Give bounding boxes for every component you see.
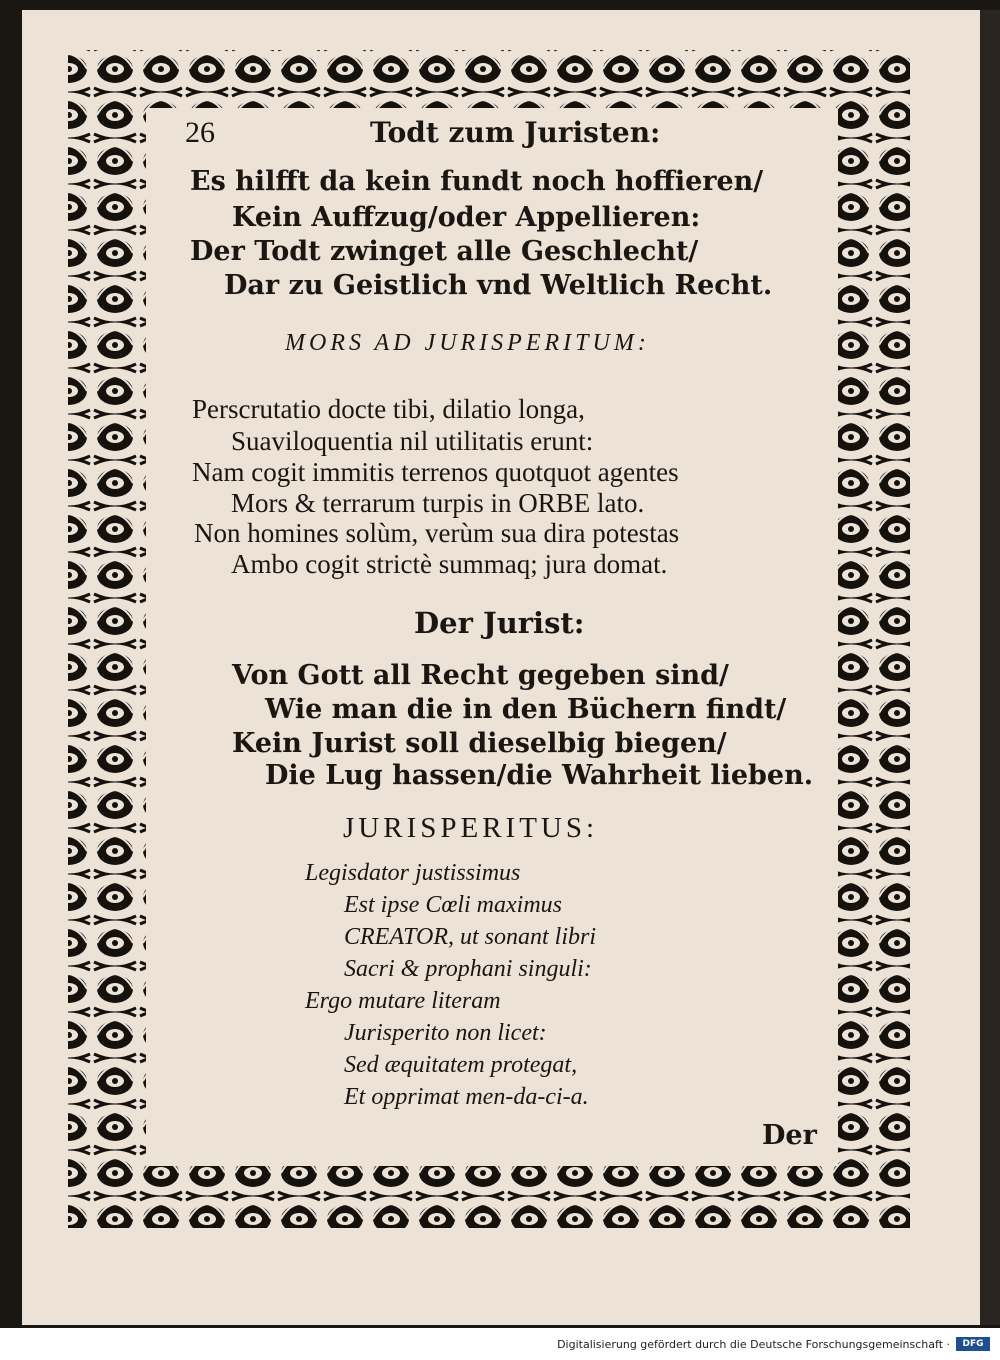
verse-line: Von Gott all Recht gegeben sind/ [232, 660, 729, 691]
verse-line: Jurisperito non licet: [344, 1020, 547, 1046]
verse-line: Es hilfft da kein fundt noch hoffieren/ [190, 166, 764, 197]
verse-line: Kein Auffzug/oder Appellieren: [232, 202, 701, 233]
verse-line: Non homines solùm, verùm sua dira potestas [194, 518, 680, 548]
verse-line: Suaviloquentia nil utilitatis erunt: [231, 426, 594, 456]
verse-line: Nam cogit immitis terrenos quotquot agentes [192, 457, 679, 487]
footer-credit: Digitalisierung gefördert durch die Deutsche Forschungsgemeinschaft · [557, 1338, 950, 1351]
verse-line: Der Todt zwinget alle Geschlecht/ [190, 236, 699, 267]
running-title: Todt zum Juristen: [370, 116, 661, 149]
verse-line: Sed æquitatem protegat, [344, 1052, 578, 1078]
verse-line: CREATOR, ut sonant libri [344, 924, 597, 950]
section-heading: MORS AD JURISPERITUM: [285, 330, 650, 356]
verse-line: Ambo cogit strictè summaq; jura domat. [231, 549, 668, 579]
catchword: Der [762, 1120, 817, 1151]
section-heading: JURISPERITUS: [343, 812, 599, 844]
section-heading: Der Jurist: [414, 606, 585, 640]
verse-line: Et opprimat men-da-ci-a. [344, 1084, 589, 1110]
verse-line: Legisdator justissimus [305, 860, 521, 886]
verse-line: Dar zu Geistlich vnd Weltlich Recht. [224, 270, 773, 301]
verse-line: Wie man die in den Büchern findt/ [265, 694, 787, 725]
verse-line: Est ipse Cœli maximus [344, 892, 563, 918]
verse-line: Mors & terrarum turpis in ORBE lato. [231, 488, 645, 518]
verse-line: Die Lug hassen/die Wahrheit lieben. [265, 760, 814, 791]
verse-line: Kein Jurist soll dieselbig biegen/ [232, 728, 727, 759]
verse-line: Ergo mutare literam [305, 988, 501, 1014]
verse-line: Perscrutatio docte tibi, dilatio longa, [192, 394, 585, 424]
page-number: 26 [185, 116, 215, 149]
footer-bar [0, 1328, 1000, 1360]
verse-line: Sacri & prophani singuli: [344, 956, 592, 982]
dfg-logo[interactable]: DFG [956, 1337, 990, 1351]
